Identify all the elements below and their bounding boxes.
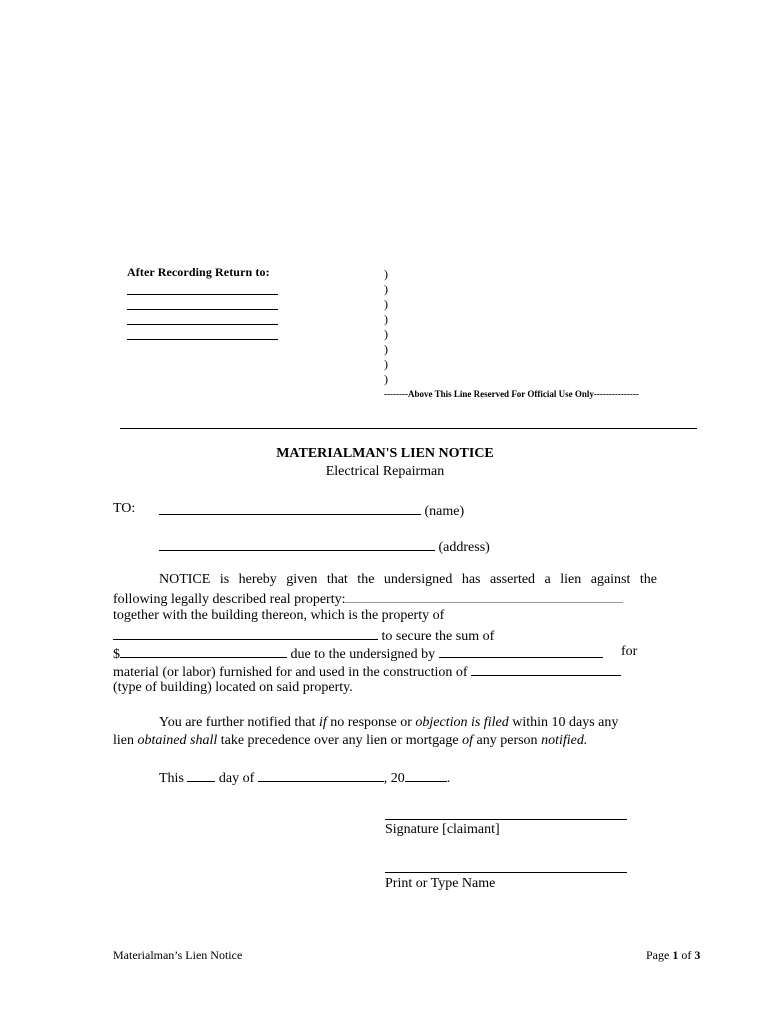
further-notice-line-2 — [113, 732, 587, 750]
address-label: (address) — [438, 540, 490, 555]
dollar-sign: $ — [113, 647, 120, 662]
bracket-mark: ) — [384, 372, 388, 386]
bracket-mark: ) — [384, 312, 388, 326]
further-text: within 10 days any — [508, 715, 619, 730]
further-text-italic: notified. — [541, 733, 588, 748]
legal-description-label: following legally described real property: — [113, 592, 346, 607]
page-total: 3 — [694, 948, 701, 962]
bracket-mark: ) — [384, 267, 388, 281]
bracket-mark: ) — [384, 297, 388, 311]
return-to-label: After Recording Return to: — [127, 265, 270, 279]
page-number — [646, 948, 700, 963]
bracket-mark: ) — [384, 327, 388, 341]
further-text: take precedence over any lien or mortgage — [217, 733, 463, 748]
day-blank[interactable] — [187, 767, 215, 782]
name-field-row — [159, 500, 464, 521]
secure-sum-label: to secure the sum of — [381, 629, 495, 644]
due-label: due to the undersigned by — [290, 647, 436, 662]
page-of-label: of — [678, 948, 695, 962]
return-address-line — [127, 339, 278, 340]
notice-line-7: (type of building) located on said property. — [113, 680, 353, 695]
bracket-mark: ) — [384, 357, 388, 371]
further-text: any person — [473, 733, 542, 748]
amount-blank[interactable] — [120, 643, 287, 658]
document-subtitle: Electrical Repairman — [325, 464, 445, 479]
further-text: lien — [113, 733, 138, 748]
signature-label: Signature [claimant] — [385, 822, 500, 837]
document-title: MATERIALMAN'S LIEN NOTICE — [276, 446, 494, 461]
page-label: Page — [646, 948, 673, 962]
construction-blank[interactable] — [471, 661, 621, 676]
month-blank[interactable] — [258, 767, 384, 782]
further-text-italic: of — [462, 733, 474, 748]
notice-line-3: together with the building thereon, which is the property of — [113, 608, 445, 623]
official-use-notice: --------Above This Line Reserved For Official Use Only--------------- — [384, 389, 639, 399]
legal-description-blank[interactable] — [345, 589, 623, 603]
day-of-label: day of — [218, 771, 255, 786]
year-prefix-label: , 20 — [383, 771, 405, 786]
horizontal-rule — [120, 428, 697, 429]
notice-line-2 — [113, 589, 623, 609]
address-field-row — [159, 536, 490, 557]
property-owner-blank[interactable] — [113, 625, 378, 640]
print-name-line[interactable] — [385, 872, 627, 873]
further-notice-line-1 — [159, 714, 618, 732]
date-line — [159, 767, 450, 788]
further-text-italic: if — [318, 715, 327, 730]
further-text-italic: objection is filed — [415, 715, 509, 730]
further-text: no response or — [326, 715, 416, 730]
owed-by-blank[interactable] — [439, 643, 603, 658]
year-blank[interactable] — [405, 767, 447, 782]
address-blank[interactable] — [159, 536, 435, 551]
further-text: You are further notified that — [159, 715, 319, 730]
return-address-line — [127, 294, 278, 295]
page-current: 1 — [672, 948, 679, 962]
name-blank[interactable] — [159, 500, 421, 515]
material-label: material (or labor) furnished for and used in the construction of — [113, 665, 468, 680]
footer-title: Materialman’s Lien Notice — [113, 948, 243, 962]
return-address-line — [127, 324, 278, 325]
further-text-italic: obtained shall — [137, 733, 218, 748]
signature-line[interactable] — [385, 819, 627, 820]
notice-line-1: NOTICE is hereby given that the undersigned has asserted a lien against the — [159, 572, 657, 587]
to-label: TO: — [113, 501, 136, 516]
bracket-mark: ) — [384, 342, 388, 356]
for-label: for — [621, 644, 638, 659]
return-address-line — [127, 309, 278, 310]
name-label: (name) — [424, 504, 465, 519]
print-name-label: Print or Type Name — [385, 876, 496, 891]
bracket-mark: ) — [384, 282, 388, 296]
date-this-label: This — [159, 771, 184, 786]
date-period: . — [446, 771, 451, 786]
